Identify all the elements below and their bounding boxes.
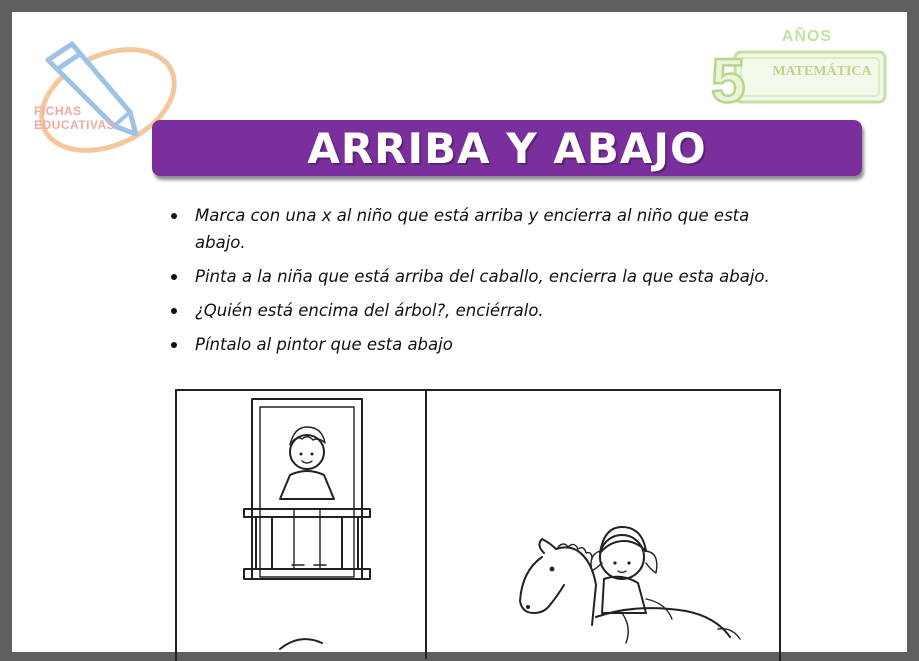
girl-on-horse-illustration (492, 507, 762, 652)
logo-line-2: EDUCATIVAS (34, 118, 116, 132)
logo-line-1: FICHAS (34, 104, 82, 118)
instruction-text: ¿Quién está encima del árbol?, enciérralo. (195, 301, 544, 320)
instruction-item (167, 331, 797, 358)
badge-subject: MATEMÁTICA (772, 64, 872, 79)
badge-years: AÑOS (781, 28, 833, 45)
page-title: ARRIBA Y ABAJO (307, 123, 707, 173)
instruction-item (167, 297, 797, 324)
instruction-text: Marca con una x al niño que está arriba y encierra al niño que esta abajo. (195, 206, 750, 252)
instruction-text: Píntalo al pintor que esta abajo (195, 335, 453, 354)
title-banner (152, 120, 862, 176)
bullet-icon (171, 342, 177, 348)
instruction-item (167, 202, 797, 256)
panel-divider (425, 389, 427, 659)
worksheet-page (12, 12, 907, 652)
bullet-icon (171, 213, 177, 219)
instruction-item (167, 263, 797, 290)
logo-text (34, 104, 144, 132)
badge-number: 5 (711, 47, 746, 116)
instruction-text: Pinta a la niña que está arriba del caballo, encierra la que esta abajo. (195, 267, 770, 286)
bullet-icon (171, 308, 177, 314)
boy-on-balcony-illustration (232, 397, 412, 652)
instruction-list (167, 202, 797, 365)
bullet-icon (171, 274, 177, 280)
